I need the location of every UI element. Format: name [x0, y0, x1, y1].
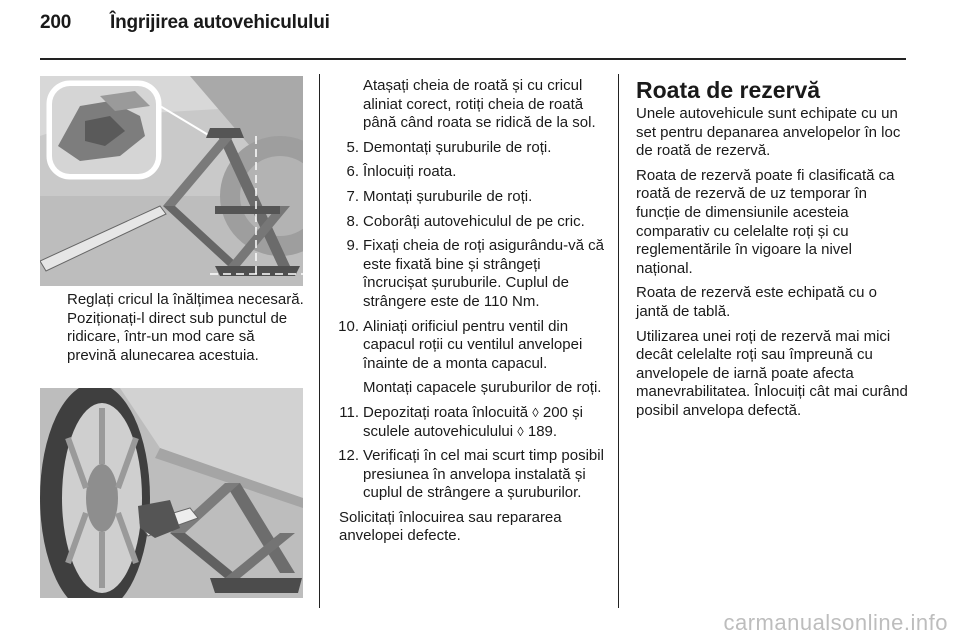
scissor-jack-attachment-illustration [40, 76, 303, 286]
jack-under-car-illustration [40, 388, 303, 598]
cross-reference-icon: ◊ [517, 423, 524, 439]
jack-under-car-figure [40, 388, 303, 598]
page-header [40, 12, 330, 34]
page-number: 200 [40, 12, 72, 33]
instructions-column [327, 77, 607, 546]
page-ref-link[interactable]: 200 [542, 403, 568, 421]
step-5: 5. Demontați șuruburile de roți. [346, 138, 552, 156]
watermark: carmanualsonline.info [723, 610, 948, 635]
section-heading: Roata de rezervă [636, 77, 821, 103]
step-8: 8. Coborâți autovehiculul de pe cric. [346, 212, 585, 230]
column-divider-1 [319, 74, 320, 608]
paragraph: Roata de rezervă este echipată cu o jantă de tablă. [636, 284, 877, 320]
paragraph: Utilizarea unei roți de rezervă mai mici decât celelalte roți sau împreună cu anvelopele de iarnă poate afecta manevrabilitatea. Înlocuiți cât mai curând posibil anvelopa defectă. [636, 327, 908, 419]
figure-caption: Reglați cricul la înălțimea necesară. Poziționați-l direct sub punctul de ridicare, într-un mod care să prevină alunecarea acestuia. [67, 291, 304, 364]
cross-reference-icon: ◊ [532, 404, 539, 420]
paragraph: Unele autovehicule sunt echipate cu un set pentru depanarea anvelopelor în loc de roată de rezervă. [636, 105, 901, 160]
step-10: 10. Aliniați orificiul pentru ventil din capacul roții cu ventilul anvelopei înainte de a monta capacul. [338, 317, 583, 372]
step-10-extra: Montați capacele șuruburilor de roți. [363, 379, 602, 397]
page-title: Îngrijirea autovehiculului [110, 12, 330, 33]
step-12: 12. Verificați în cel mai scurt timp posibil presiunea în anvelopa instalată și cuplul de strângere a șuruburilor. [338, 447, 604, 502]
jack-attachment-figure [40, 76, 303, 286]
paragraph: Roata de rezervă poate fi clasificată ca roată de rezervă de uz temporar în funcție de dimensiunile acesteia comparativ cu celelalte roți și cu reglementările în vigoare la nivel național. [636, 166, 895, 277]
step-6: 6. Înlocuiți roata. [346, 163, 457, 181]
step-4-continuation: Atașați cheia de roată și cu cricul aliniat corect, rotiți cheia de roată până când roata se ridică de la sol. [363, 77, 596, 132]
column-divider-2 [618, 74, 619, 608]
step-11: 11. Depozitați roata înlocuită ◊ 200 și sculele autovehiculului ◊ 189. [339, 403, 583, 440]
header-rule [40, 58, 906, 60]
spare-wheel-section [636, 77, 908, 427]
closing-note: Solicitați înlocuirea sau repararea anvelopei defecte. [339, 508, 562, 545]
page-ref-link[interactable]: 189 [527, 422, 553, 440]
step-7: 7. Montați șuruburile de roți. [346, 187, 533, 205]
step-9: 9. Fixați cheia de roți asigurându-vă că este fixată bine și strângeți încrucișat șuruburile. Cuplul de strângere este de 110 Nm. [346, 237, 604, 310]
